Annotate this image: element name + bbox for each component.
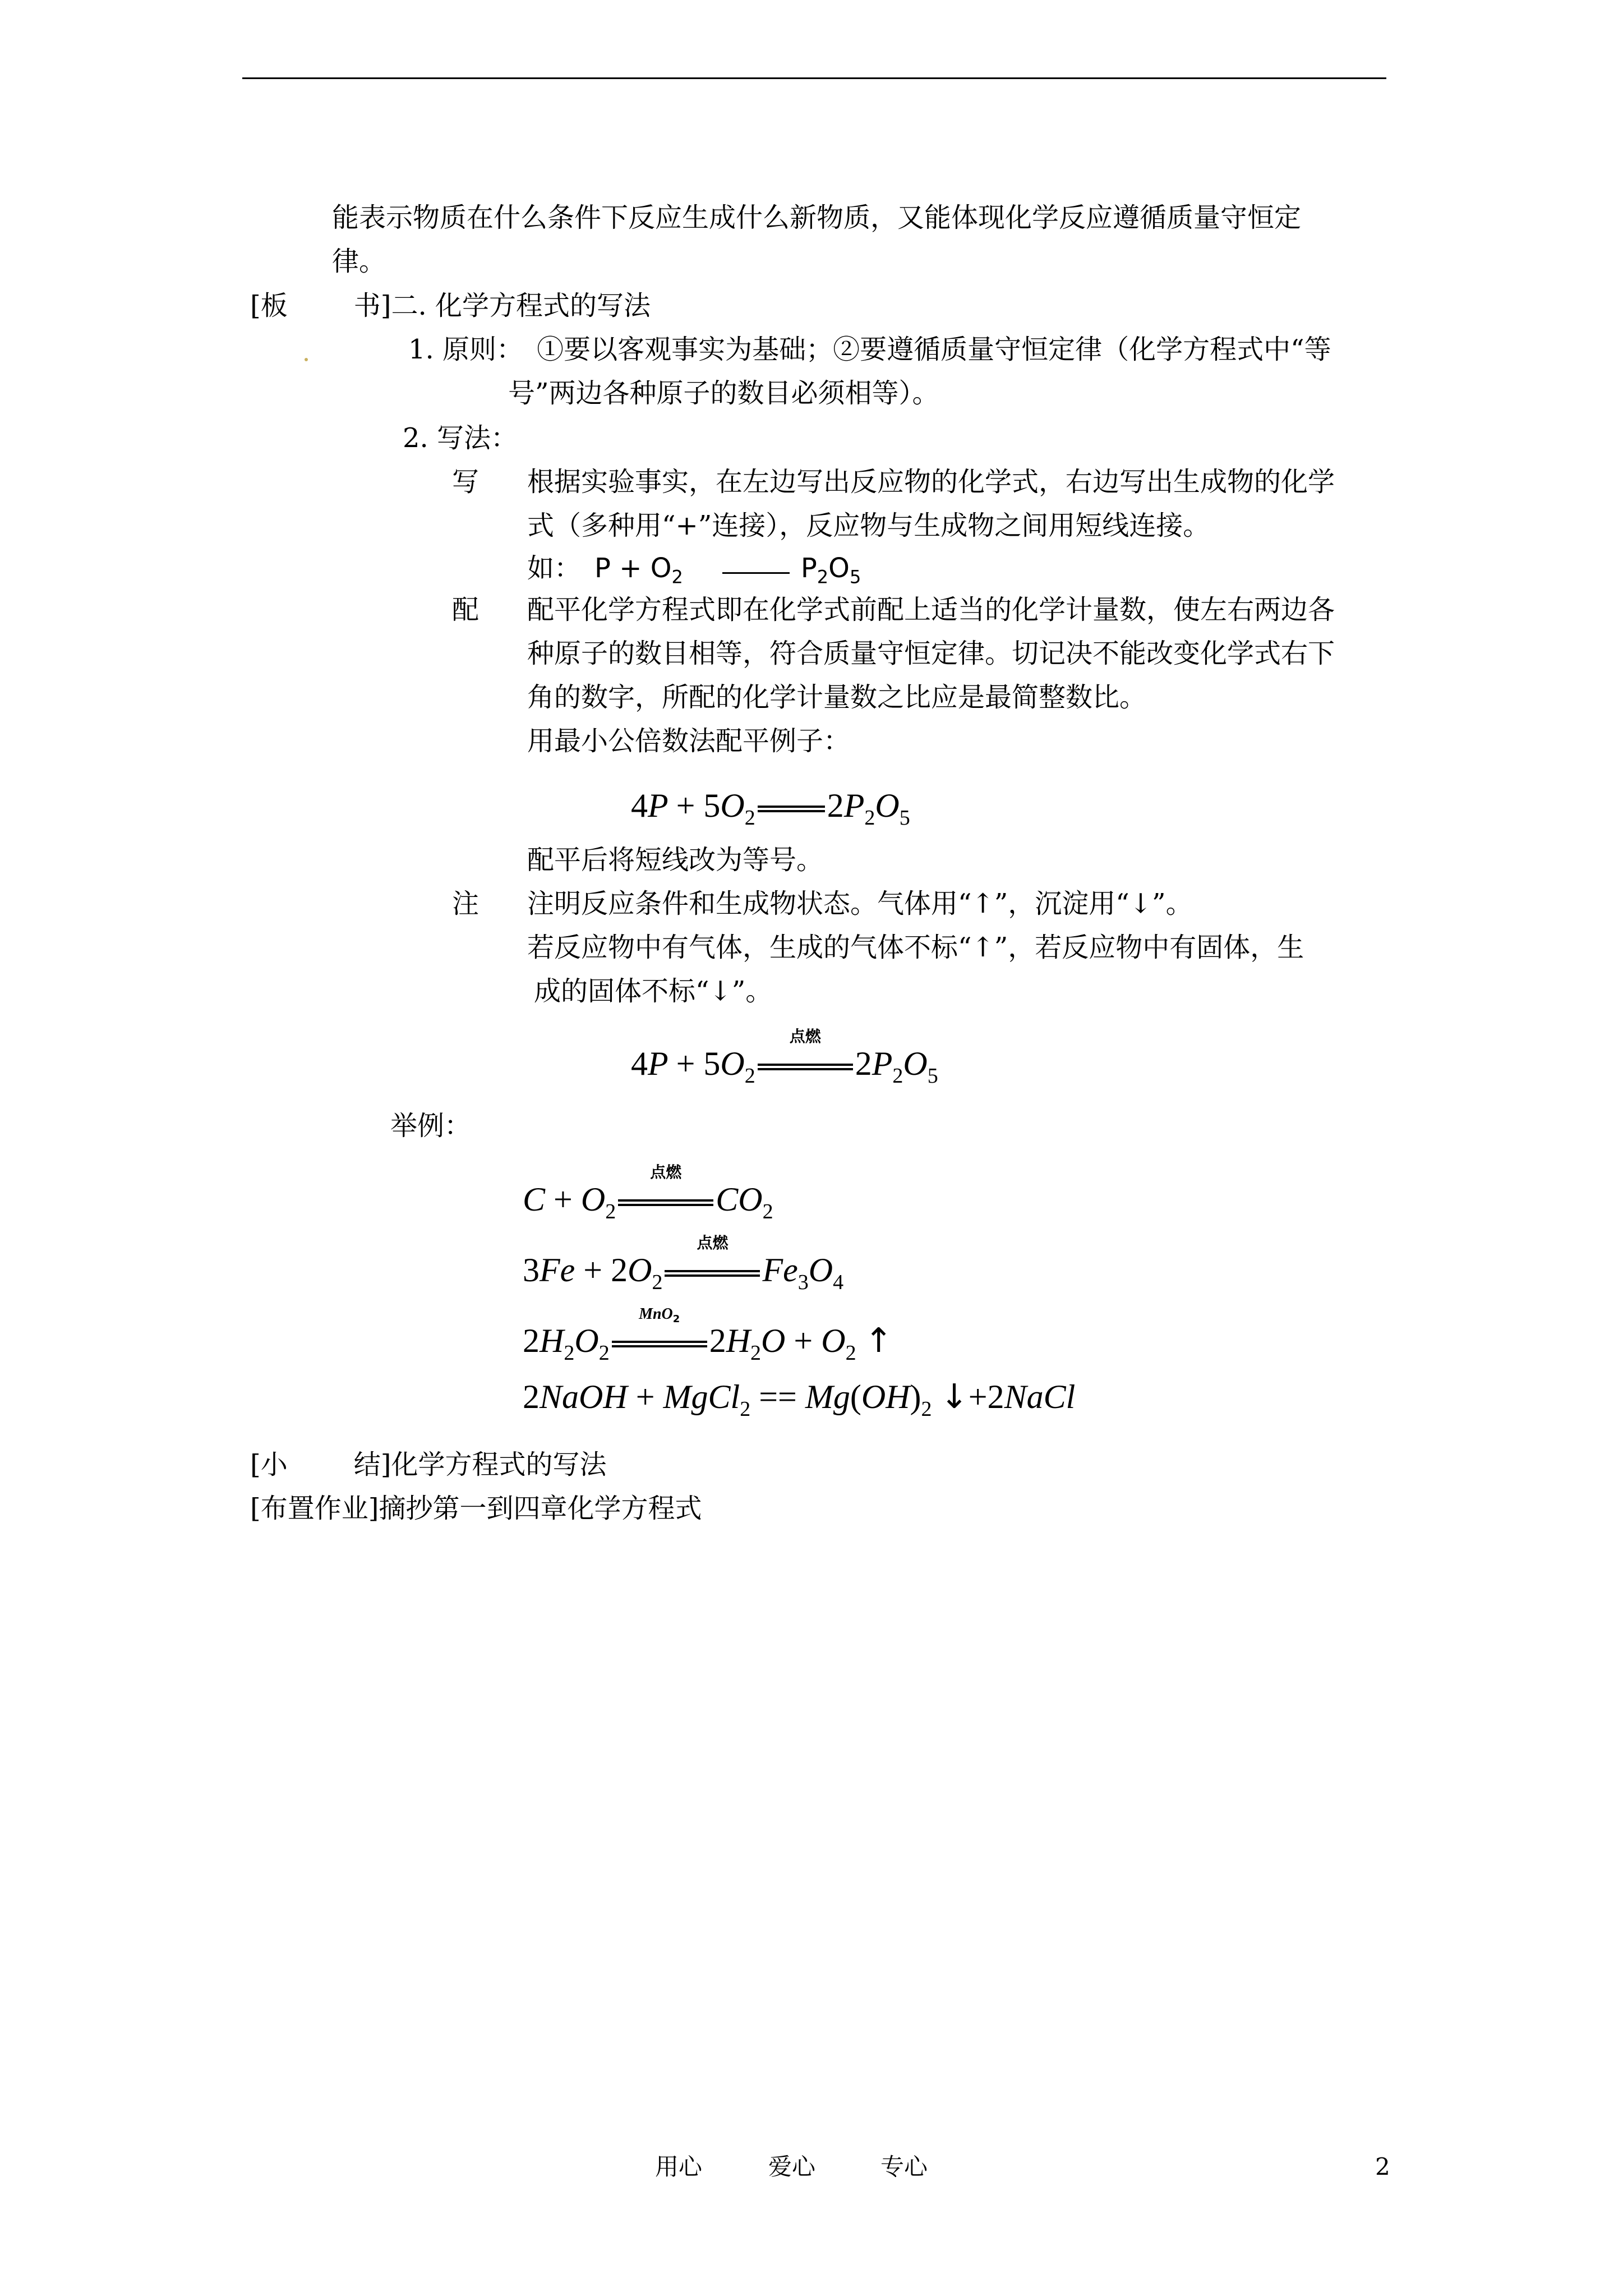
- write-line-1: 根据实验事实，在左边写出反应物的化学式，右边写出生成物的化学: [527, 466, 1335, 498]
- header-rule: [242, 77, 1386, 79]
- write-example-prefix: 如：: [527, 553, 582, 584]
- principle-line-1: [408, 331, 1331, 368]
- balance-key: 配: [452, 594, 479, 625]
- summary-tag-close: 结]: [353, 1449, 391, 1480]
- write-example-right-sub1: 2: [817, 566, 829, 588]
- short-line: [722, 550, 790, 574]
- equals-with-condition: [665, 1234, 760, 1291]
- write-line-2: 式（多种用“+”连接），反应物与生成物之间用短线连接。: [527, 510, 1210, 541]
- balance-after: 配平后将短线改为等号。: [527, 844, 824, 876]
- balance-line-1: 配平化学方程式即在化学式前配上适当的化学计量数，使左右两边各: [527, 594, 1335, 625]
- summary-tag-open: [小: [250, 1449, 288, 1480]
- example-iron: $3Fe + 2O_2$ 点燃 $Fe_3O_4$: [523, 1234, 844, 1294]
- example-carbon: $C + O_2$ 点燃 $CO_2$: [523, 1163, 773, 1223]
- equals-with-condition: [758, 1027, 853, 1085]
- summary-line: [250, 1446, 606, 1483]
- intro-line-2: 律。: [332, 246, 386, 277]
- condition-label: 点燃: [697, 1234, 728, 1252]
- note-line-3: 成的固体不标“↓”。: [534, 976, 773, 1007]
- write-example-left: P + O: [594, 553, 672, 584]
- board-tag-close: 书]: [353, 290, 391, 321]
- precipitate-down-arrow-icon: ↓: [940, 1377, 969, 1416]
- write-example-right: P: [800, 553, 817, 584]
- page-number: 2: [1375, 2153, 1390, 2180]
- examples-label: 举例：: [390, 1110, 472, 1142]
- footer-word-2: 爱心: [768, 2153, 816, 2180]
- principle-label: 1. 原则：: [408, 334, 524, 365]
- intro-line-1: 能表示物质在什么条件下反应生成什么新物质，又能体现化学反应遵循质量守恒定: [332, 202, 1302, 233]
- gas-up-arrow-icon: ↑: [864, 1321, 893, 1360]
- equation-ignite-p: $4P + 5O_2$ 点燃 $2P_2O_5$: [631, 1027, 938, 1088]
- principle-text-1: ①要以客观事实为基础；②要遵循质量守恒定律（化学方程式中“等: [537, 334, 1331, 365]
- example-precipitate: 2NaOH + MgCl$_2$ == $Mg(OH)_2$ ↓+2NaCl: [523, 1377, 1076, 1421]
- example-peroxide: $2H_2O_2$ MnO$_2$ $2H_2O + O_2$ ↑: [523, 1305, 893, 1365]
- homework-tag: [布置作业]: [250, 1493, 379, 1524]
- write-example: [527, 550, 861, 596]
- principle-line-2: 号”两边各种原子的数目必须相等）。: [508, 378, 939, 409]
- footer-word-3: 专心: [880, 2153, 928, 2180]
- equals-with-catalyst: [612, 1305, 707, 1362]
- balance-line-2: 种原子的数目相等，符合质量守恒定律。切记决不能改变化学式右下: [527, 638, 1335, 669]
- note-line-2: 若反应物中有气体，生成的气体不标“↑”，若反应物中有固体，生: [527, 932, 1304, 963]
- note-key: 注: [452, 888, 479, 919]
- equals-sign: [758, 784, 825, 827]
- board-title: 二. 化学方程式的写法: [391, 290, 651, 321]
- write-example-right-sub2: 5: [849, 566, 861, 588]
- summary-text: 化学方程式的写法: [391, 1449, 607, 1480]
- write-example-right-mid: O: [828, 553, 850, 584]
- balance-line-3: 角的数字，所配的化学计量数之比应是最简整数比。: [527, 682, 1147, 713]
- catalyst-label: MnO$_2$: [639, 1305, 680, 1325]
- homework-text: 摘抄第一到四章化学方程式: [379, 1493, 702, 1524]
- write-key: 写: [452, 466, 479, 498]
- note-line-1: 注明反应条件和生成物状态。气体用“↑”，沉淀用“↓”。: [527, 888, 1193, 919]
- homework-line: [250, 1490, 702, 1527]
- board-tag-open: [板: [250, 290, 288, 321]
- condition-label: 点燃: [650, 1163, 682, 1181]
- board-heading: [250, 287, 651, 324]
- method-label: 2. 写法：: [403, 422, 518, 454]
- condition-label: 点燃: [789, 1027, 821, 1046]
- equals-with-condition: [618, 1163, 713, 1221]
- equation-balance: $4P + 5O_2$ $2P_2O_5$: [631, 784, 910, 827]
- footer-word-1: 用心: [655, 2153, 703, 2180]
- speck: [305, 358, 308, 361]
- write-example-left-sub: 2: [671, 566, 683, 588]
- balance-line-4: 用最小公倍数法配平例子：: [527, 725, 851, 757]
